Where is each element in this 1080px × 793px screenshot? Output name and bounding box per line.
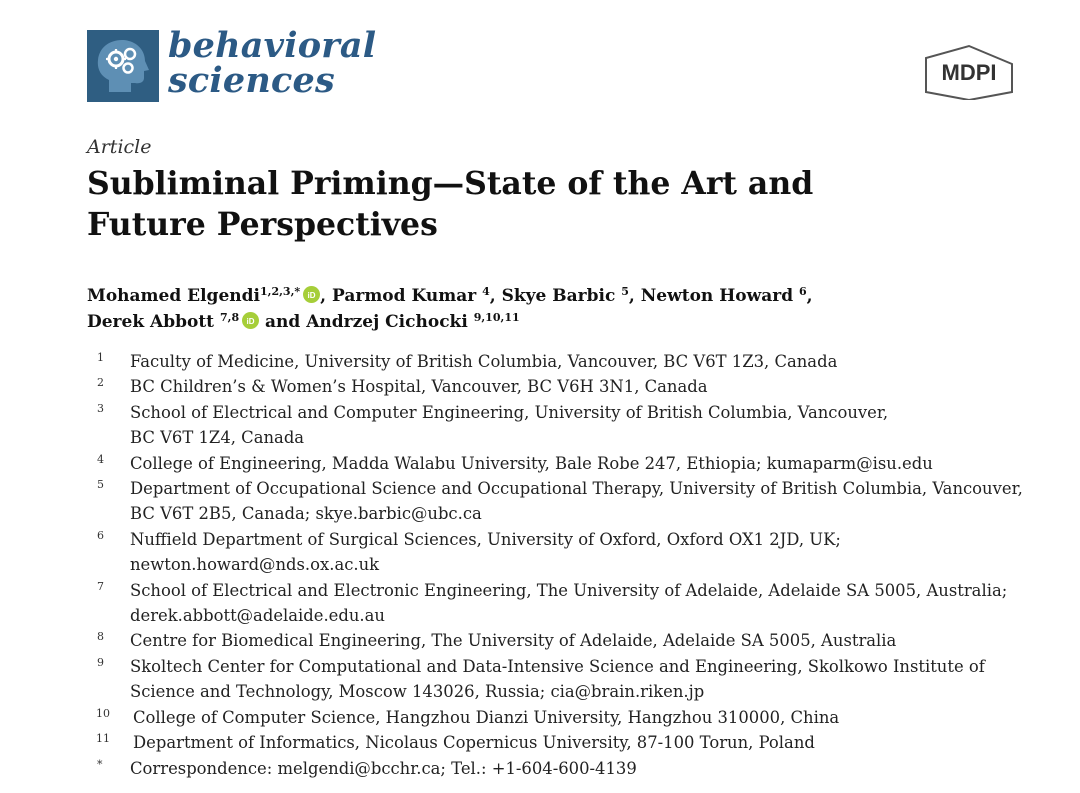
- author-separator: ,: [628, 286, 641, 306]
- affiliation-item: [87, 705, 1047, 730]
- author-name[interactable]: Skye Barbic: [501, 286, 616, 306]
- affiliation-text: BC V6T 2B5, Canada; skye.barbic@ubc.ca: [130, 504, 482, 524]
- author-name[interactable]: Mohamed Elgendi: [87, 286, 260, 306]
- affiliation-item: [87, 374, 1047, 399]
- author-affil-sup: 6: [799, 285, 807, 298]
- affiliation-text: School of Electrical and Computer Engineering, University of British Columbia, Vancouver,: [130, 402, 889, 422]
- author-affil-sup: 7,8: [219, 311, 240, 324]
- affiliation-text: BC Children’s & Women’s Hospital, Vancouver, BC V6H 3N1, Canada: [130, 377, 708, 397]
- author-separator: ,: [320, 286, 333, 306]
- affiliation-text: Science and Technology, Moscow 143026, Russia; cia@brain.riken.jp: [130, 682, 705, 702]
- affiliation-item: [87, 730, 1047, 755]
- journal-name-line1: behavioral: [168, 25, 377, 66]
- author-name[interactable]: Andrzej Cichocki: [306, 312, 468, 332]
- author-name[interactable]: Newton Howard: [640, 286, 794, 306]
- svg-text:iD: iD: [307, 291, 316, 300]
- affiliation-item: [87, 476, 1047, 527]
- affiliation-number: 4: [97, 452, 104, 466]
- affiliation-number: 6: [97, 528, 104, 542]
- affiliation-text: newton.howard@nds.ox.ac.uk: [130, 555, 380, 575]
- affiliation-text: Correspondence: melgendi@bcchr.ca; Tel.: +1-604-600-4139: [130, 758, 637, 778]
- affiliation-text: derek.abbott@adelaide.edu.au: [130, 606, 385, 626]
- affiliation-text: Skoltech Center for Computational and Data-Intensive Science and Engineering, Skolkowo Institute of: [130, 656, 985, 676]
- head-gears-icon: [87, 30, 159, 102]
- affiliation-number: 8: [97, 630, 104, 644]
- orcid-icon[interactable]: [242, 312, 259, 329]
- affiliation-item: [87, 451, 1047, 476]
- affiliation-text: Department of Informatics, Nicolaus Copernicus University, 87-100 Torun, Poland: [133, 733, 815, 753]
- affiliation-item: [87, 400, 1047, 451]
- author-separator: ,: [806, 286, 813, 306]
- affiliation-list: [87, 349, 1047, 781]
- author-affil-sup: 9,10,11: [473, 311, 520, 324]
- article-type: Article: [87, 136, 152, 158]
- author-name[interactable]: Parmod Kumar: [332, 286, 477, 306]
- affiliation-number: 3: [97, 401, 104, 415]
- affiliation-text: Department of Occupational Science and Occupational Therapy, University of British Columbia, Vancouver,: [130, 479, 1023, 499]
- svg-text:iD: iD: [246, 317, 255, 326]
- affiliation-item: [87, 654, 1047, 705]
- author-list: [87, 283, 987, 335]
- author-separator: and: [259, 312, 307, 332]
- author-name[interactable]: Derek Abbott: [87, 312, 215, 332]
- affiliation-text: BC V6T 1Z4, Canada: [130, 428, 305, 448]
- journal-logo: [87, 30, 159, 102]
- journal-name: [168, 25, 377, 101]
- affiliation-number: 9: [97, 655, 104, 669]
- affiliation-item: [87, 527, 1047, 578]
- publisher-name: MDPI: [941, 60, 997, 85]
- author-separator: ,: [489, 286, 502, 306]
- affiliation-text: College of Computer Science, Hangzhou Dianzi University, Hangzhou 310000, China: [133, 707, 840, 727]
- affiliation-number: 11: [96, 732, 110, 746]
- affiliation-text: College of Engineering, Madda Walabu University, Bale Robe 247, Ethiopia; kumaparm@isu.edu: [130, 453, 933, 473]
- journal-name-line2: sciences: [168, 60, 335, 101]
- affiliation-text: School of Electrical and Electronic Engineering, The University of Adelaide, Adelaide SA 5005, Australia;: [130, 580, 1008, 600]
- affiliation-number: 1: [97, 351, 104, 364]
- affiliation-text: Centre for Biomedical Engineering, The University of Adelaide, Adelaide SA 5005, Australia: [130, 631, 897, 651]
- author-affil-sup: 4: [482, 285, 490, 298]
- author-affil-sup: 5: [621, 285, 629, 298]
- affiliation-item: [87, 628, 1047, 653]
- affiliation-item: [87, 578, 1047, 629]
- author-affil-sup: 1,2,3,*: [259, 285, 301, 298]
- affiliation-number: 2: [97, 376, 104, 390]
- article-title-line1: Subliminal Priming—State of the Art and: [87, 165, 814, 202]
- affiliation-number: 5: [97, 478, 104, 492]
- article-title: [87, 163, 847, 245]
- affiliation-item: [87, 756, 1047, 781]
- article-title-line2: Future Perspectives: [87, 206, 438, 243]
- affiliation-number: *: [97, 757, 103, 771]
- affiliation-number: 7: [97, 579, 104, 593]
- orcid-icon[interactable]: [303, 286, 320, 303]
- affiliation-text: Nuffield Department of Surgical Sciences, University of Oxford, Oxford OX1 2JD, UK;: [130, 529, 841, 549]
- affiliation-item: [87, 349, 1047, 374]
- affiliation-text: Faculty of Medicine, University of British Columbia, Vancouver, BC V6T 1Z3, Canada: [130, 352, 838, 371]
- publisher-logo: [922, 44, 1016, 100]
- affiliation-number: 10: [96, 706, 110, 720]
